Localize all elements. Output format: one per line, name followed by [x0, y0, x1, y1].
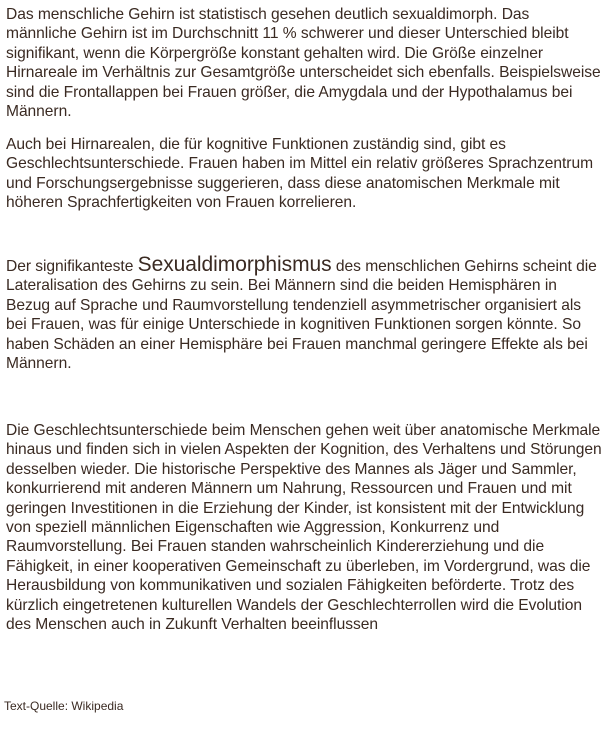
paragraph-brain-dimorphism: Das menschliche Gehirn ist statistisch gesehen deutlich sexualdimorph. Das männliche Gehirn ist im Durchschnitt 11 % schwerer und dieser Unterschied bleibt signifikant, wenn die Körpergröße konstant gehalten wird. Die Größe einzelner Hirnareale im Verhältnis zur Gesamtgröße unterscheidet sich ebenfalls. Beispielsweise sind die Frontallappen bei Frauen größer, die Amygdala und der Hypothalamus bei Männern.: [6, 6, 601, 121]
highlighted-term: Sexualdimorphismus: [137, 253, 332, 276]
source-citation: Text-Quelle: Wikipedia: [4, 699, 124, 713]
paragraph-behavioral-differences: Die Geschlechtsunterschiede beim Menschen gehen weit über anatomische Merkmale hinaus und finden sich in vielen Aspekten der Kognition, des Verhaltens und Störungen desselben wieder. Die historische Perspektive des Mannes als Jäger und Sammler, konkurrierend mit anderen Männern um Nahrung, Ressourcen und Frauen und mit geringen Investitionen in die Erziehung der Kinder, ist konsistent mit der Entwicklung von speziell männlichen Eigenschaften wie Aggression, Konkurrenz und Raumvorstellung. Bei Frauen standen wahrscheinlich Kindererziehung und die Fähigkeit, in einer kooperativen Gemeinschaft zu überleben, im Vordergrund, was die Herausbildung von kommunikativen und sozialen Fähigkeiten beförderte. Trotz des kürzlich eingetretenen kulturellen Wandels der Geschlechterrollen wird die Evolution des Menschen auch in Zukunft Verhalten beeinflussen: [6, 422, 602, 634]
paragraph-cognitive-areas: Auch bei Hirnarealen, die für kognitive Funktionen zuständig sind, gibt es Geschlechtsunterschiede. Frauen haben im Mittel ein relativ größeres Sprachzentrum und Forschungsergebnisse suggerieren, dass diese anatomischen Merkmale mit höheren Sprachfertigkeiten von Frauen korrelieren.: [6, 136, 594, 212]
paragraph-lateralisation-rest: des menschlichen Gehirns scheint die Lateralisation des Gehirns zu sein. Bei Männern sind die beiden Hemisphären in Bezug auf Sprache und Raumvorstellung tendenziell asymmetrischer organisiert als bei Frauen, was für einige Unterschiede in kognitiven Funktionen sorgen könnte. So haben Schäden an einer Hemisphäre bei Frauen manchmal geringere Effekte als bei Männern.: [6, 258, 597, 373]
paragraph-lateralisation: [6, 255, 602, 373]
paragraph-lateralisation-start: Der signifikanteste: [6, 258, 138, 275]
